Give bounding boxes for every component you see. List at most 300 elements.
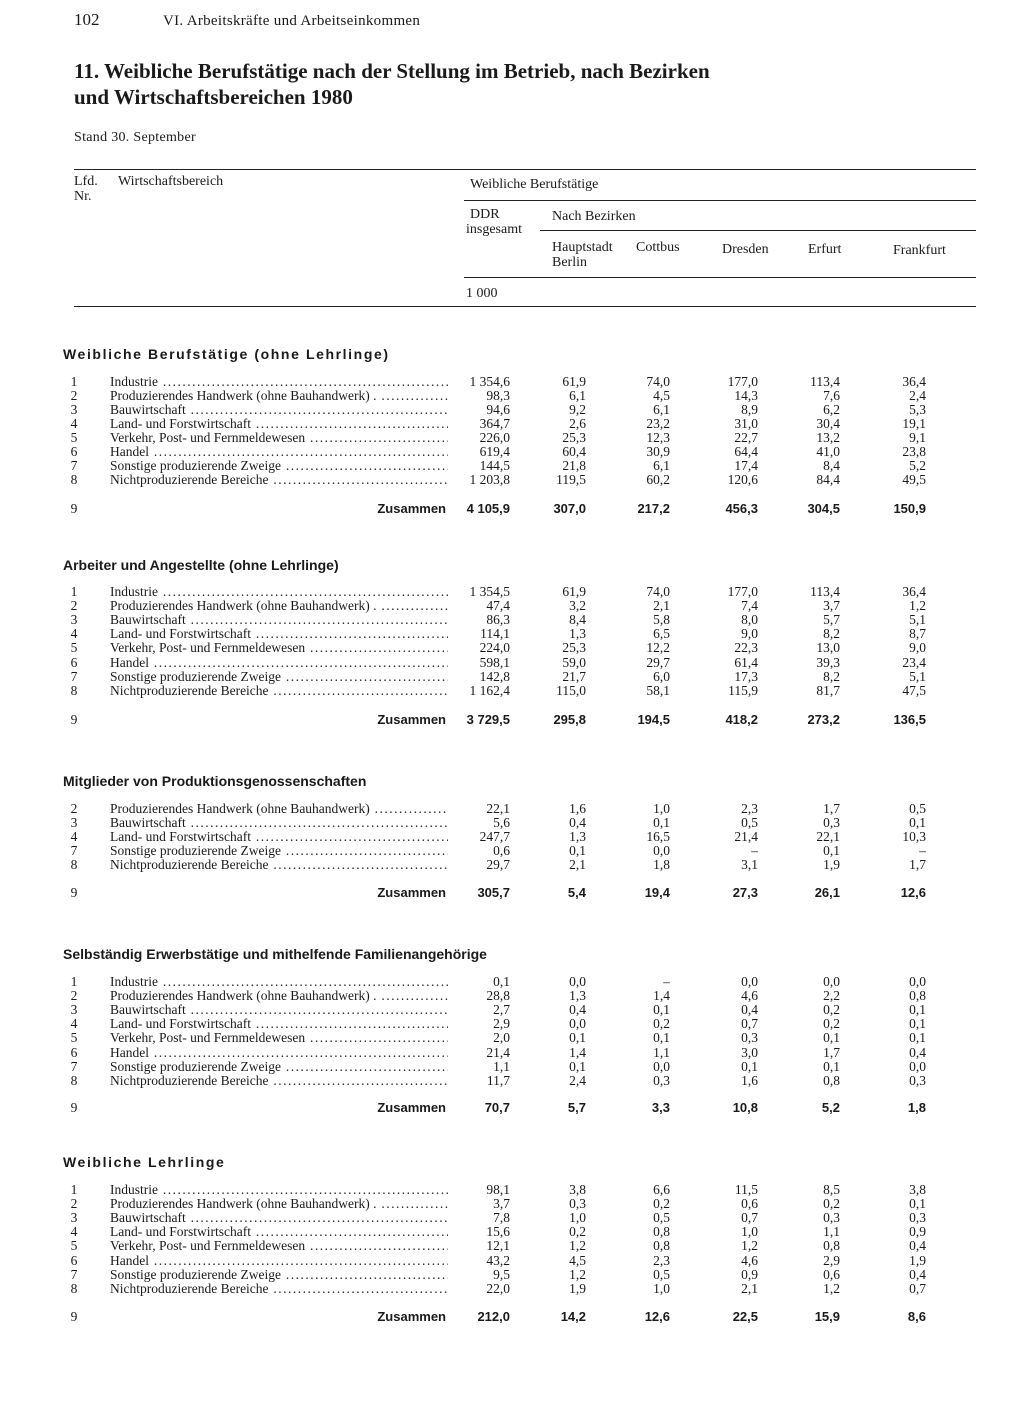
cell-value: 64,4 [734,444,758,459]
table-row [0,1225,1024,1239]
cell-value: 9,0 [909,640,926,655]
cell-value: 1,7 [823,1045,840,1060]
row-number: 8 [70,857,78,872]
cell-value: 0,6 [741,1196,758,1211]
row-label: Industrie ..... [110,1183,448,1197]
total-label: Zusammen [377,713,446,727]
cell-value: 5,1 [909,669,926,684]
cell-value: 12,2 [646,640,670,655]
cell-value: 0,4 [569,815,586,830]
cell-value: 1,7 [909,857,926,872]
cell-value: 6,1 [653,458,670,473]
cell-value: 31,0 [734,416,758,431]
cell-value: 9,5 [493,1267,510,1282]
cell-value: 8,4 [823,458,840,473]
row-label: Bauwirtschaft ..... [110,613,448,627]
row-number: 2 [70,598,78,613]
cell-value: 86,3 [486,612,510,627]
row-label: Land- und Forstwirtschaft ..... [110,627,448,641]
cell-value: 41,0 [816,444,840,459]
cell-value: 98,3 [486,388,510,403]
running-head: VI. Arbeitskräfte und Arbeitseinkommen [163,13,421,29]
row-number: 9 [70,1100,78,1115]
row-label: Land- und Forstwirtschaft ..... [110,1225,448,1239]
cell-value: 5,1 [909,612,926,627]
cell-value: 2,3 [741,801,758,816]
table-row [0,1074,1024,1088]
row-number: 2 [70,1196,78,1211]
row-label: Verkehr, Post- und Fernmeldewesen ..... [110,641,448,655]
cell-value: 30,4 [816,416,840,431]
cell-value: 0,0 [569,1016,586,1031]
cell-value: 0,4 [569,1002,586,1017]
cell-value: 144,5 [479,458,510,473]
cell-value: 12,1 [486,1238,510,1253]
table-row [0,403,1024,417]
table-row [0,1046,1024,1060]
cell-value: 0,2 [823,1016,840,1031]
cell-value: 70,7 [484,1100,510,1115]
cell-value: 142,8 [479,669,510,684]
cell-value: 1,1 [823,1224,840,1239]
row-number: 4 [70,1016,78,1031]
cell-value: 0,3 [823,1210,840,1225]
row-number: 7 [70,458,78,473]
cell-value: 1,2 [741,1238,758,1253]
cell-value: 74,0 [646,584,670,599]
cell-value: 49,5 [902,472,926,487]
cell-value: 2,6 [569,416,586,431]
cell-value: 0,3 [741,1030,758,1045]
total-label: Zusammen [377,502,446,516]
cell-value: 47,4 [486,598,510,613]
row-number: 6 [70,1253,78,1268]
cell-value: 8,7 [909,626,926,641]
cell-value: 60,2 [646,472,670,487]
table-row [0,613,1024,627]
row-number: 9 [70,501,78,516]
cell-value: 113,4 [810,374,840,389]
cell-value: 28,8 [486,988,510,1003]
cell-value: 0,1 [493,974,510,989]
total-label: Zusammen [377,1101,446,1115]
cell-value: 36,4 [902,374,926,389]
cell-value: 273,2 [807,712,840,727]
cell-value: 5,2 [821,1100,840,1115]
cell-value: 0,6 [823,1267,840,1282]
row-label: Verkehr, Post- und Fernmeldewesen ..... [110,431,448,445]
table-row [0,684,1024,698]
row-label: Industrie ..... [110,585,448,599]
cell-value: 0,8 [653,1224,670,1239]
cell-value: 0,5 [909,801,926,816]
cell-value: 0,6 [493,843,510,858]
total-row [0,713,1024,727]
cell-value: 4,5 [569,1253,586,1268]
cell-value: 1,0 [569,1210,586,1225]
cell-value: 5,4 [567,885,586,900]
cell-value: 0,1 [909,1030,926,1045]
row-label: Sonstige produzierende Zweige ..... [110,459,448,473]
cell-value: 2,1 [653,598,670,613]
cell-value: 2,2 [823,988,840,1003]
table-row [0,389,1024,403]
row-label: Bauwirtschaft ..... [110,403,448,417]
cell-value: 136,5 [893,712,926,727]
row-number: 1 [70,1182,78,1197]
cell-value: 1,2 [569,1267,586,1282]
row-label: Industrie ..... [110,375,448,389]
row-number: 8 [70,683,78,698]
cell-value: 0,2 [823,1196,840,1211]
cell-value: 1 354,5 [469,584,510,599]
header-ddr-insgesamt: insgesamt [466,222,522,237]
row-number: 5 [70,640,78,655]
header-dresden: Dresden [722,242,769,257]
row-label: Land- und Forstwirtschaft ..... [110,1017,448,1031]
cell-value: 8,0 [741,612,758,627]
cell-value: 3 729,5 [466,712,510,727]
cell-value: 113,4 [810,584,840,599]
row-number: 2 [70,388,78,403]
row-label: Nichtproduzierende Bereiche ..... [110,1282,448,1296]
cell-value: 194,5 [637,712,670,727]
cell-value: 15,9 [814,1309,840,1324]
cell-value: 6,6 [653,1182,670,1197]
cell-value: – [663,974,670,989]
cell-value: 0,7 [909,1281,926,1296]
cell-value: 5,7 [823,612,840,627]
header-bereich: Wirtschaftsbereich [118,174,224,189]
cell-value: 212,0 [477,1309,510,1324]
cell-value: 0,3 [909,1210,926,1225]
cell-value: 21,7 [562,669,586,684]
table-row [0,473,1024,487]
cell-value: 0,1 [653,1030,670,1045]
cell-value: 6,2 [823,402,840,417]
cell-value: 0,9 [909,1224,926,1239]
table-row [0,459,1024,473]
cell-value: 29,7 [646,655,670,670]
cell-value: 1,2 [569,1238,586,1253]
cell-value: 0,3 [823,815,840,830]
table-row [0,816,1024,830]
cell-value: 119,5 [556,472,586,487]
cell-value: 98,1 [486,1182,510,1197]
cell-value: 16,5 [646,829,670,844]
table-row [0,1239,1024,1253]
header-weibliche: Weibliche Berufstätige [470,177,599,192]
row-number: 9 [70,885,78,900]
row-label: Nichtproduzierende Bereiche ..... [110,858,448,872]
total-label: Zusammen [377,886,446,900]
cell-value: 0,1 [909,1002,926,1017]
cell-value: 10,3 [902,829,926,844]
table-row [0,445,1024,459]
row-label: Verkehr, Post- und Fernmeldewesen ..... [110,1031,448,1045]
cell-value: 0,1 [569,1059,586,1074]
row-label: Sonstige produzierende Zweige ..... [110,1268,448,1282]
cell-value: 11,7 [486,1073,510,1088]
row-number: 6 [70,655,78,670]
cell-value: 6,5 [653,626,670,641]
cell-value: 0,5 [653,1210,670,1225]
cell-value: 17,4 [734,458,758,473]
cell-value: 3,8 [569,1182,586,1197]
cell-value: 13,0 [816,640,840,655]
cell-value: 3,7 [823,598,840,613]
cell-value: 3,1 [741,857,758,872]
cell-value: 6,1 [653,402,670,417]
cell-value: 1,9 [569,1281,586,1296]
cell-value: 7,8 [493,1210,510,1225]
row-label: Produzierendes Handwerk (ohne Bauhandwerk) . ..... [110,989,448,1003]
header-berlin-2: Berlin [552,255,587,270]
row-number: 8 [70,472,78,487]
cell-value: 9,1 [909,430,926,445]
cell-value: 1,1 [653,1045,670,1060]
cell-value: 8,6 [907,1309,926,1324]
cell-value: 43,2 [486,1253,510,1268]
header-nach-bezirken: Nach Bezirken [552,209,636,224]
cell-value: 0,1 [569,1030,586,1045]
header-rule-4 [464,277,976,278]
cell-value: 177,0 [727,584,758,599]
cell-value: 39,3 [816,655,840,670]
cell-value: 1,3 [569,988,586,1003]
cell-value: 1,9 [823,857,840,872]
row-number: 4 [70,1224,78,1239]
header-cottbus: Cottbus [636,240,680,255]
cell-value: 115,9 [728,683,758,698]
cell-value: 0,7 [741,1210,758,1225]
cell-value: 1,3 [569,829,586,844]
cell-value: 247,7 [479,829,510,844]
row-number: 5 [70,1238,78,1253]
cell-value: 22,5 [732,1309,758,1324]
row-number: 4 [70,416,78,431]
table-row [0,656,1024,670]
cell-value: 2,0 [493,1030,510,1045]
cell-value: 418,2 [725,712,758,727]
cell-value: 21,8 [562,458,586,473]
row-number: 2 [70,801,78,816]
cell-value: 8,4 [569,612,586,627]
header-berlin: Hauptstadt [552,240,613,255]
cell-value: 22,7 [734,430,758,445]
cell-value: 29,7 [486,857,510,872]
cell-value: 1,8 [653,857,670,872]
cell-value: 1 203,8 [469,472,510,487]
row-label: Bauwirtschaft ..... [110,1211,448,1225]
cell-value: 304,5 [807,501,840,516]
cell-value: 4,5 [653,388,670,403]
cell-value: 0,0 [909,1059,926,1074]
cell-value: 456,3 [725,501,758,516]
cell-value: 150,9 [893,501,926,516]
table-row [0,1282,1024,1296]
header-rule-top [74,169,976,170]
table-row [0,641,1024,655]
cell-value: 8,5 [823,1182,840,1197]
cell-value: 30,9 [646,444,670,459]
cell-value: 7,4 [741,598,758,613]
cell-value: 0,9 [741,1267,758,1282]
cell-value: 0,8 [823,1238,840,1253]
cell-value: 0,2 [823,1002,840,1017]
cell-value: 1,0 [741,1224,758,1239]
row-number: 4 [70,626,78,641]
cell-value: 0,1 [909,815,926,830]
cell-value: 224,0 [479,640,510,655]
cell-value: 0,4 [909,1238,926,1253]
page-number: 102 [74,10,100,29]
row-label: Handel ..... [110,1254,448,1268]
cell-value: 8,2 [823,669,840,684]
table-title-line-2: und Wirtschaftsbereichen 1980 [74,85,353,109]
cell-value: 19,1 [902,416,926,431]
header-nr: Nr. [74,189,92,204]
cell-value: 3,0 [741,1045,758,1060]
section-title: Selbständig Erwerbstätige und mithelfende Familienangehörige [63,946,487,962]
cell-value: 14,3 [734,388,758,403]
cell-value: 0,1 [741,1059,758,1074]
cell-value: 115,0 [556,683,586,698]
cell-value: 0,1 [823,1059,840,1074]
cell-value: 217,2 [637,501,670,516]
cell-value: 8,9 [741,402,758,417]
table-row [0,375,1024,389]
cell-value: 9,0 [741,626,758,641]
cell-value: 1,4 [653,988,670,1003]
cell-value: 60,4 [562,444,586,459]
cell-value: 0,0 [823,974,840,989]
cell-value: 0,5 [653,1267,670,1282]
table-row [0,431,1024,445]
cell-value: 7,6 [823,388,840,403]
row-label: Bauwirtschaft ..... [110,1003,448,1017]
cell-value: 295,8 [553,712,586,727]
cell-value: 11,5 [734,1182,758,1197]
cell-value: 0,0 [653,1059,670,1074]
cell-value: 0,3 [569,1196,586,1211]
table-row [0,1211,1024,1225]
row-number: 3 [70,402,78,417]
cell-value: 17,3 [734,669,758,684]
cell-value: 14,2 [560,1309,586,1324]
cell-value: 12,6 [900,885,926,900]
cell-value: 2,4 [909,388,926,403]
row-label: Handel ..... [110,656,448,670]
cell-value: 0,0 [909,974,926,989]
row-label: Produzierendes Handwerk (ohne Bauhandwerk) . ..... [110,389,448,403]
cell-value: 21,4 [734,829,758,844]
cell-value: 114,1 [480,626,510,641]
cell-value: 23,2 [646,416,670,431]
cell-value: 0,8 [909,988,926,1003]
table-row [0,1183,1024,1197]
cell-value: 0,3 [909,1073,926,1088]
row-label: Sonstige produzierende Zweige ..... [110,1060,448,1074]
cell-value: 6,0 [653,669,670,684]
row-number: 5 [70,430,78,445]
row-number: 9 [70,712,78,727]
table-row [0,1003,1024,1017]
section-title: Weibliche Lehrlinge [63,1154,226,1170]
table-row [0,858,1024,872]
table-row [0,1197,1024,1211]
cell-value: 12,3 [646,430,670,445]
cell-value: 4,6 [741,1253,758,1268]
row-number: 6 [70,1045,78,1060]
cell-value: 0,7 [741,1016,758,1031]
cell-value: 61,4 [734,655,758,670]
table-row [0,1031,1024,1045]
row-number: 7 [70,669,78,684]
cell-value: 22,1 [486,801,510,816]
total-row [0,1101,1024,1115]
table-row [0,627,1024,641]
cell-value: 21,4 [486,1045,510,1060]
row-label: Produzierendes Handwerk (ohne Bauhandwerk) . ..... [110,1197,448,1211]
cell-value: 1,7 [823,801,840,816]
cell-value: 0,1 [909,1016,926,1031]
table-row [0,1017,1024,1031]
cell-value: 22,0 [486,1281,510,1296]
total-label: Zusammen [377,1310,446,1324]
cell-value: 10,8 [732,1100,758,1115]
cell-value: 2,4 [569,1073,586,1088]
table-row [0,1268,1024,1282]
row-number: 4 [70,829,78,844]
cell-value: 1,3 [569,626,586,641]
cell-value: 81,7 [816,683,840,698]
row-label: Verkehr, Post- und Fernmeldewesen ..... [110,1239,448,1253]
cell-value: 61,9 [562,374,586,389]
header-rule-bottom [74,306,976,307]
row-number: 1 [70,374,78,389]
cell-value: 1,9 [909,1253,926,1268]
cell-value: 3,8 [909,1182,926,1197]
section-title: Arbeiter und Angestellte (ohne Lehrlinge) [63,557,339,573]
row-label: Handel ..... [110,1046,448,1060]
cell-value: 27,3 [732,885,758,900]
cell-value: 1,2 [823,1281,840,1296]
cell-value: 226,0 [479,430,510,445]
table-title [74,58,710,110]
row-number: 7 [70,1059,78,1074]
row-label: Sonstige produzierende Zweige ..... [110,844,448,858]
cell-value: 3,3 [651,1100,670,1115]
cell-value: 0,1 [569,843,586,858]
table-row [0,1254,1024,1268]
cell-value: 1,4 [569,1045,586,1060]
table-row [0,417,1024,431]
row-number: 6 [70,444,78,459]
total-row [0,502,1024,516]
cell-value: 0,1 [653,1002,670,1017]
cell-value: 0,1 [823,1030,840,1045]
cell-value: 2,7 [493,1002,510,1017]
row-label: Land- und Forstwirtschaft ..... [110,830,448,844]
cell-value: 23,8 [902,444,926,459]
row-label: Bauwirtschaft ..... [110,816,448,830]
row-number: 3 [70,815,78,830]
cell-value: 58,1 [646,683,670,698]
cell-value: 598,1 [479,655,510,670]
cell-value: 0,5 [741,815,758,830]
table-row [0,585,1024,599]
